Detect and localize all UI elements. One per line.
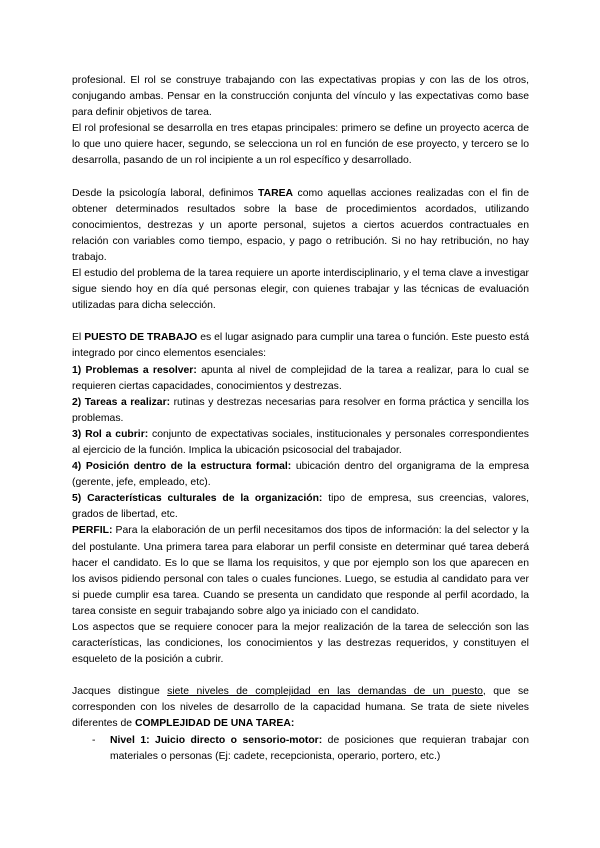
paragraph-tarea-estudio: El estudio del problema de la tarea requiere un aporte interdisciplinario, y el tema clave a investigar sigue siendo hoy en día qué personas elegir, con quienes trabajar y las técnicas de evaluación utilizadas para dicha selección.: [72, 268, 529, 312]
paragraph-tarea-definicion: [72, 186, 529, 266]
puesto-element-item: [72, 363, 529, 395]
puesto-element-label: 1) Problemas a resolver:: [72, 364, 197, 376]
paragraph-gap: [72, 170, 529, 186]
puesto-element-label: 5) Características culturales de la organización:: [72, 493, 323, 505]
puesto-element-item: [72, 395, 529, 427]
level-text: de posiciones que requieran trabajar con materiales o personas (Ej: cadete, recepcionista, operario, portero, etc.): [110, 734, 529, 762]
jacques-intro-text: Jacques distingue: [72, 686, 168, 698]
puesto-element-label: 2) Tareas a realizar:: [72, 396, 171, 408]
tarea-definition-text: como aquellas acciones realizadas con el fin de obtener determinados resultados sobre la base de procedimientos acordados, utilizando conocimientos, destrezas y un aporte personal, sujetos a ciertos acuerdos contractuales en relación con variables como tiempo, espacio, y pago o retribución. Si no hay retribución, no hay trabajo.: [72, 187, 529, 263]
puesto-element-text: conjunto de expectativas sociales, institucionales y personales correspondientes al ejercicio de la función. Implica la ubicación psicosocial del trabajador.: [72, 428, 529, 456]
jacques-underlined-text: siete niveles de complejidad en las demandas de un puesto: [167, 686, 483, 698]
puesto-element-text: rutinas y destrezas necesarias para resolver en forma práctica y sencilla los problemas.: [72, 396, 529, 424]
perfil-term: PERFIL:: [72, 525, 113, 537]
perfil-text: Para la elaboración de un perfil necesitamos dos tipos de información: la del selector y la del postulante. Una primera tarea para elaborar un perfil consiste en determinar qué tarea deberá hacer el candidato. Es lo que se llama los requisitos, y que por ejemplo son los que aparecen en los avisos pidiendo personal con tales o cuales funciones. Luego, se estudia al candidato para ver si puede cumplir esa tarea. Cuando se presenta un candidato que responde al perfil acordado, la tarea consiste en seguir trabajando sobre algo ya iniciado con el candidato.: [72, 525, 529, 617]
puesto-element-label: 4) Posición dentro de la estructura formal:: [72, 461, 292, 473]
puesto-element-text: ubicación dentro del organigrama de la empresa (gerente, jefe, empleado, etc).: [72, 461, 529, 489]
puesto-definition-text: es el lugar asignado para cumplir una tarea o función. Este puesto está integrado por cinco elementos esenciales:: [72, 332, 529, 360]
paragraph-jacques: [72, 684, 529, 732]
paragraph-gap: [72, 668, 529, 684]
puesto-element-item: [72, 427, 529, 459]
paragraph-rol-construccion: profesional. El rol se construye trabajando con las expectativas propias y con las de los otros, conjugando ambas. Pensar en la construcción conjunta del vínculo y las expectativas como base para definir objetivos de tarea.: [72, 75, 529, 119]
paragraph-perfil: [72, 523, 529, 620]
puesto-element-item: [72, 491, 529, 523]
complejidad-term: COMPLEJIDAD DE UNA TAREA:: [134, 718, 295, 730]
puesto-element-text: tipo de empresa, sus creencias, valores, grados de libertad, etc.: [72, 493, 529, 521]
puesto-element-item: [72, 459, 529, 491]
paragraph-aspectos: Los aspectos que se requiere conocer para la mejor realización de la tarea de selección son las características, las condiciones, los conocimientos y las destrezas requeridos, y constituyen el esqueleto de la posición a cubrir.: [72, 622, 529, 666]
tarea-term: TAREA: [258, 187, 294, 199]
paragraph-puesto-definicion: [72, 330, 529, 362]
level-label: Nivel 1: Juicio directo o sensorio-motor:: [110, 734, 323, 746]
puesto-element-label: 3) Rol a cubrir:: [72, 428, 149, 440]
puesto-intro-text: El: [72, 332, 85, 344]
list-item: [92, 733, 529, 765]
paragraph-gap: [72, 314, 529, 330]
puesto-term: PUESTO DE TRABAJO: [84, 332, 198, 344]
paragraph-rol-etapas: El rol profesional se desarrolla en tres etapas principales: primero se define un proyecto acerca de lo que uno quiere hacer, segundo, se selecciona un rol en función de ese proyecto, y tercero se lo desarrolla, pasando de un rol incipiente a un rol específico y desarrollado.: [72, 123, 529, 167]
tarea-intro-text: Desde la psicología laboral, definimos: [72, 187, 259, 199]
puesto-element-text: apunta al nivel de complejidad de la tarea a realizar, para lo cual se requieren ciertas capacidades, conocimientos y destrezas.: [72, 364, 529, 392]
jacques-middle-text: , que se corresponden con los niveles de desarrollo de la capacidad humana. Se trata de siete niveles diferentes de: [72, 686, 529, 730]
complexity-levels-list: [72, 733, 529, 765]
